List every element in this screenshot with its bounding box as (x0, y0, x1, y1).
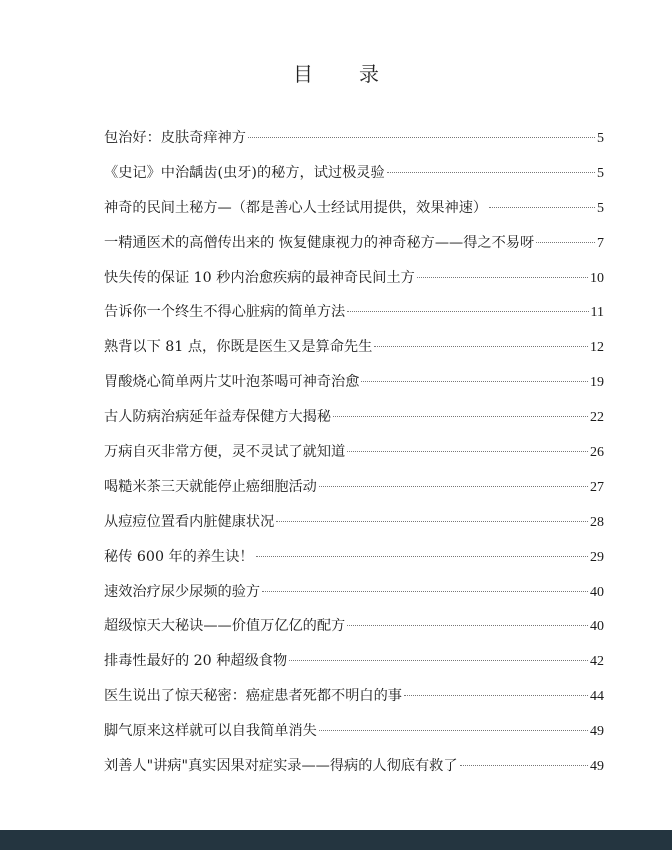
toc-entry-page: 26 (590, 445, 604, 461)
toc-leader-dots (276, 521, 588, 522)
toc-entry-page: 42 (590, 654, 604, 670)
toc-entry[interactable] (104, 231, 604, 266)
toc-entry[interactable] (104, 754, 604, 789)
toc-leader-dots (374, 346, 588, 347)
toc-leader-dots (347, 451, 588, 452)
toc-entry[interactable] (104, 300, 604, 335)
toc-entry-title: 脚气原来这样就可以自我简单消失 (104, 723, 317, 740)
toc-entry-page: 5 (597, 200, 604, 216)
toc-leader-dots (262, 591, 588, 592)
toc-leader-dots (536, 242, 595, 243)
toc-entry[interactable] (104, 684, 604, 719)
toc-entry-page: 29 (590, 549, 604, 565)
toc-entry-title: 神奇的民间土秘方—（都是善心人士经试用提供，效果神速） (104, 199, 488, 216)
toc-leader-dots (248, 137, 595, 138)
toc-entry[interactable] (104, 335, 604, 370)
toc-entry-title: 超级惊天大秘诀——价值万亿亿的配方 (104, 618, 346, 635)
toc-entry-page: 5 (597, 131, 604, 146)
toc-leader-dots (289, 660, 588, 661)
page-title (0, 58, 672, 87)
toc-entry[interactable] (104, 440, 604, 475)
toc-entry-page: 12 (590, 340, 604, 356)
toc-entry-page: 27 (590, 479, 604, 495)
toc-entry-page: 49 (590, 759, 604, 775)
toc-entry-page: 5 (597, 165, 604, 181)
toc-entry-page: 40 (590, 619, 604, 635)
toc-leader-dots (333, 416, 588, 417)
toc-entry-page: 44 (590, 689, 604, 705)
toc-entry-title: 一精通医术的高僧传出来的 恢复健康视力的神奇秘方——得之不易呀 (104, 234, 535, 251)
toc-entry[interactable] (104, 510, 604, 545)
toc-entry-page: 49 (590, 724, 604, 740)
toc-entry-page: 22 (590, 410, 604, 426)
toc-entry-title: 医生说出了惊天秘密：癌症患者死都不明白的事 (104, 688, 402, 705)
table-of-contents (104, 126, 604, 789)
toc-leader-dots (256, 556, 588, 557)
toc-entry-title: 熟背以下 81 点，你既是医生又是算命先生 (104, 339, 373, 356)
toc-entry[interactable] (104, 196, 604, 231)
toc-leader-dots (319, 730, 588, 731)
toc-entry[interactable] (104, 545, 604, 580)
toc-entry[interactable] (104, 475, 604, 510)
toc-entry[interactable] (104, 370, 604, 405)
toc-entry-title: 古人防病治病延年益寿保健方大揭秘 (104, 409, 332, 426)
toc-leader-dots (404, 695, 588, 696)
page-title-char-2: 录 (359, 62, 379, 86)
toc-entry-page: 11 (590, 305, 604, 321)
page-title-char-1: 目 (293, 62, 313, 86)
viewer-bottom-bar (0, 830, 672, 850)
toc-entry-title: 刘善人"讲病"真实因果对症实录——得病的人彻底有救了 (104, 758, 458, 775)
toc-entry[interactable] (104, 266, 604, 301)
toc-leader-dots (361, 381, 588, 382)
toc-entry-title: 速效治疗尿少尿频的验方 (104, 583, 261, 600)
toc-entry-title: 排毒性最好的 20 种超级食物 (104, 653, 288, 670)
toc-leader-dots (489, 207, 595, 208)
toc-entry-page: 19 (590, 375, 604, 391)
toc-entry[interactable] (104, 614, 604, 649)
toc-entry-page: 40 (590, 584, 604, 600)
toc-entry-title: 包治好：皮肤奇痒神方 (104, 130, 246, 146)
toc-leader-dots (387, 172, 595, 173)
toc-entry[interactable] (104, 719, 604, 754)
toc-entry[interactable] (104, 405, 604, 440)
toc-entry-title: 《史记》中治龋齿(虫牙)的秘方，试过极灵验 (104, 164, 385, 181)
toc-entry-title: 胃酸烧心简单两片艾叶泡茶喝可神奇治愈 (104, 374, 360, 391)
toc-leader-dots (460, 765, 588, 766)
toc-leader-dots (319, 486, 588, 487)
toc-leader-dots (347, 625, 588, 626)
toc-entry-page: 7 (597, 235, 604, 251)
toc-entry-title: 喝糙米茶三天就能停止癌细胞活动 (104, 478, 317, 495)
toc-leader-dots (417, 277, 588, 278)
toc-entry-page: 10 (590, 270, 604, 286)
toc-leader-dots (347, 311, 588, 312)
toc-entry-title: 从痘痘位置看内脏健康状况 (104, 513, 275, 530)
toc-entry-title: 秘传 600 年的养生诀！ (104, 548, 254, 565)
toc-entry[interactable] (104, 126, 604, 161)
toc-entry-title: 万病自灭非常方便，灵不灵试了就知道 (104, 444, 346, 461)
toc-entry-page: 28 (590, 514, 604, 530)
toc-entry[interactable] (104, 580, 604, 615)
toc-entry-title: 快失传的保证 10 秒内治愈疾病的最神奇民间土方 (104, 269, 415, 286)
toc-entry-title: 告诉你一个终生不得心脏病的简单方法 (104, 304, 346, 321)
toc-entry[interactable] (104, 649, 604, 684)
toc-entry[interactable] (104, 161, 604, 196)
